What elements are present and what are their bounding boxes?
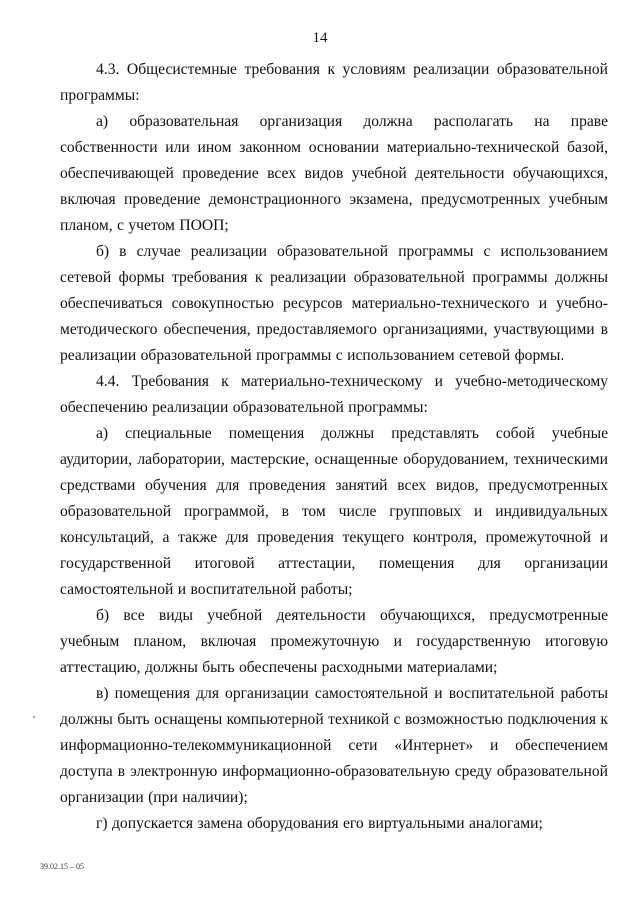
- document-body: [60, 57, 608, 837]
- paragraph-4-4-g: г) допускается замена оборудования его виртуальными аналогами;: [96, 815, 543, 832]
- page-number: 14: [312, 30, 328, 46]
- footer-document-code: 39.02.15 – 05: [40, 862, 84, 871]
- paragraph-4-4-v: в) помещения для организации самостоятельной и воспитательной работы должны быть оснащены компьютерной техникой с возможностью подключения к информационно-телекоммуникационной сети «Интернет» и обеспечением доступа в электронную информационно-образовательную среду образовательной организации (при наличии);: [60, 685, 608, 806]
- paragraph-4-3-a: а) образовательная организация должна располагать на праве собственности или ином законном основании материально-технической базой, обеспечивающей проведение всех видов учебной деятельности обучающихся, включая проведение демонстрационного экзамена, предусмотренных учебным планом, с учетом ПООП;: [60, 113, 608, 234]
- scan-artifact-dot: [33, 716, 35, 718]
- paragraph-4-4-heading: 4.4. Требования к материально-техническому и учебно-методическому обеспечению реализации образовательной программы:: [60, 373, 608, 416]
- paragraph-4-4-a: а) специальные помещения должны представлять собой учебные аудитории, лаборатории, мастерские, оснащенные оборудованием, техническими средствами обучения для проведения занятий всех видов, предусмотренных образовательной программой, в том числе групповых и индивидуальных консультаций, а также для проведения текущего контроля, промежуточной и государственной итоговой аттестации, помещения для организации самостоятельной и воспитательной работы;: [60, 425, 608, 598]
- paragraph-4-3-b: б) в случае реализации образовательной программы с использованием сетевой формы требования к реализации образовательной программы должны обеспечиваться совокупностью ресурсов материально-технического и учебно-методического обеспечения, предоставляемого организациями, участвующими в реализации образовательной программы с использованием сетевой формы.: [60, 243, 608, 364]
- paragraph-4-4-b: б) все виды учебной деятельности обучающихся, предусмотренные учебным планом, включая промежуточную и государственную итоговую аттестацию, должны быть обеспечены расходными материалами;: [60, 607, 608, 676]
- paragraph-4-3-heading: 4.3. Общесистемные требования к условиям реализации образовательной программы:: [60, 61, 608, 104]
